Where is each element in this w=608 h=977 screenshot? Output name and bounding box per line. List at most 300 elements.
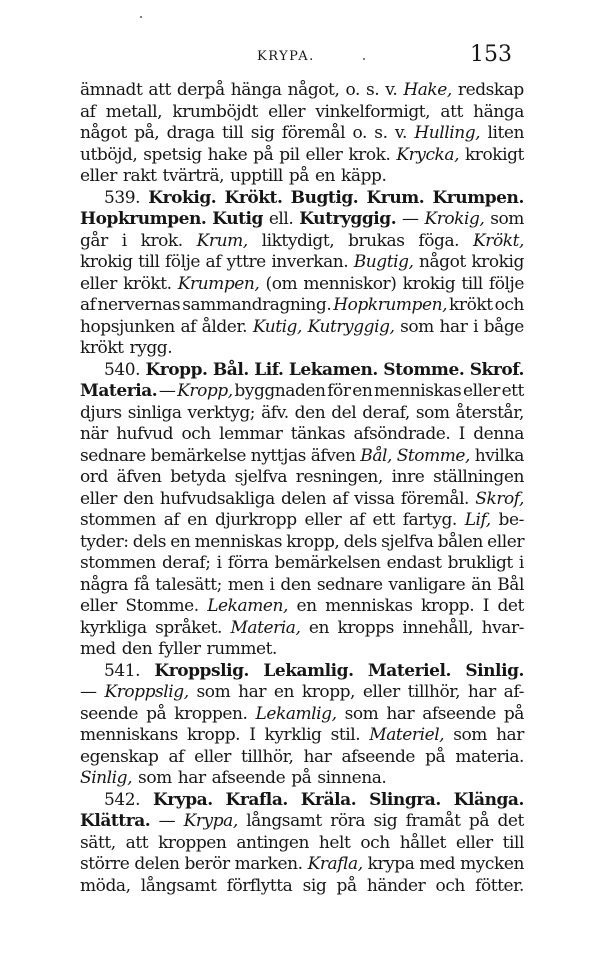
word: att — [125, 832, 149, 853]
italic-word: Krökt, — [473, 230, 524, 251]
word: som — [138, 768, 172, 788]
word: nyttjas — [250, 445, 306, 466]
word: af — [80, 295, 96, 315]
word: som — [453, 725, 487, 745]
word: dels — [132, 531, 167, 552]
italic-word: Krumpen, — [177, 273, 260, 294]
word: den — [294, 402, 326, 423]
text-line — [80, 123, 524, 145]
word: — — [402, 209, 419, 229]
bold-headword: Kroppslig. — [154, 660, 250, 681]
running-head: KRYPA. — [257, 49, 315, 64]
word: 540. — [104, 359, 141, 380]
word: afseende — [211, 768, 286, 788]
word: innehåll, — [402, 617, 474, 638]
bold-headword: Lekamen. — [288, 359, 378, 380]
bold-headword: Kutryggig. — [299, 209, 397, 229]
word: sinnena. — [317, 768, 387, 788]
word: delen — [281, 488, 327, 509]
word: talesätt; — [155, 574, 222, 595]
word: inre — [391, 467, 425, 487]
italic-word: Bugtig, — [353, 252, 414, 272]
word: sjelfva — [381, 531, 434, 552]
word: draga — [166, 123, 215, 143]
word: på — [468, 811, 490, 831]
word: krok. — [348, 144, 391, 165]
text-line — [80, 338, 524, 360]
word: berör — [184, 854, 230, 874]
bold-headword: Materia. — [80, 381, 158, 401]
word: pil — [279, 144, 300, 165]
word: I — [458, 424, 465, 444]
word: sednare — [80, 445, 146, 466]
italic-word: Kropp, — [177, 381, 233, 401]
word: föremål. — [400, 488, 470, 509]
word: o. — [352, 123, 367, 143]
italic-word: Krokig, — [424, 209, 485, 229]
word: be- — [498, 510, 524, 530]
italic-word: Kroppslig, — [104, 682, 189, 702]
word: hufvudsakliga — [159, 488, 275, 509]
word: nervernas — [97, 295, 181, 315]
page-speck — [140, 16, 142, 18]
word: vissa — [354, 488, 395, 509]
word: föremål — [281, 123, 346, 143]
word: till — [138, 252, 160, 272]
word: vinkelformigt, — [315, 101, 431, 122]
word: en — [296, 596, 317, 616]
word: spetsig — [143, 144, 202, 165]
word: sätt, — [80, 832, 116, 853]
word: menniskor) — [303, 273, 397, 294]
bold-headword: Sinlig. — [465, 660, 524, 681]
italic-word: Krum, — [196, 230, 248, 251]
word: (om — [265, 273, 298, 294]
word: sjelfva — [234, 467, 288, 487]
word: har — [177, 768, 206, 788]
word: menniskans — [80, 725, 178, 745]
word: afseende — [422, 703, 496, 724]
word: af — [163, 510, 180, 530]
word: eller — [455, 832, 493, 853]
word: sammandragning. — [182, 295, 332, 315]
text-line — [80, 768, 524, 790]
word: den — [280, 574, 311, 595]
word: som — [415, 402, 450, 423]
word: går — [80, 230, 108, 251]
word: en — [273, 682, 294, 702]
word: stil. — [330, 725, 361, 745]
text-line — [80, 639, 524, 661]
word: krokigt — [464, 144, 524, 165]
word: v. — [394, 123, 408, 143]
word: ord — [80, 467, 108, 487]
word: af — [205, 252, 222, 272]
text-line — [80, 252, 524, 274]
word: men — [227, 574, 264, 595]
word: denna — [473, 424, 524, 444]
word: som — [344, 703, 379, 724]
word: har — [303, 746, 332, 767]
word: en — [352, 381, 373, 401]
text-line — [80, 575, 524, 597]
word: byggnaden — [234, 381, 326, 401]
word: på — [288, 166, 309, 186]
word: den — [123, 488, 154, 509]
text-line — [80, 446, 524, 468]
word: krok. — [140, 230, 183, 251]
text-line — [80, 102, 524, 124]
bold-headword: Stomme. — [383, 359, 465, 380]
word: rygg. — [129, 338, 173, 358]
word: sednare — [316, 574, 383, 595]
word: förflytta — [226, 875, 293, 896]
word: eller — [80, 596, 117, 616]
text-line — [80, 811, 524, 833]
word: eller — [80, 166, 117, 186]
italic-word: Krypa, — [183, 811, 238, 831]
word: — — [158, 811, 176, 831]
text-line — [80, 274, 524, 296]
word: när — [80, 424, 108, 444]
bold-headword: Bål. — [212, 359, 249, 380]
word: krökt — [449, 295, 493, 315]
bold-headword: Krafla. — [225, 789, 288, 810]
page-header — [0, 40, 608, 70]
text-line — [80, 381, 524, 403]
bold-headword: Kräla. — [300, 789, 357, 810]
word: af — [349, 510, 365, 530]
word: hvilka — [474, 445, 524, 466]
word: några — [80, 574, 128, 595]
word: följe — [164, 252, 201, 272]
word: på — [336, 875, 357, 896]
word: o. — [345, 80, 360, 100]
word: eller — [80, 488, 117, 509]
word: att — [440, 101, 463, 122]
word: hänga — [473, 101, 524, 122]
word: i — [216, 553, 222, 573]
word: ett — [372, 510, 395, 530]
word: materia. — [455, 746, 524, 767]
text-line — [80, 360, 524, 382]
word: yttre — [226, 252, 266, 272]
word: få — [133, 574, 150, 595]
word: resningen, — [295, 467, 383, 487]
word: och — [435, 875, 465, 896]
word: har — [386, 703, 415, 724]
word: lemmar — [219, 424, 283, 444]
bold-headword: Kutig — [212, 209, 263, 229]
word: fartyg. — [402, 510, 457, 530]
word: med — [80, 639, 116, 659]
word: sig — [373, 811, 398, 831]
word: krypa — [367, 854, 415, 874]
word: och — [181, 424, 211, 444]
word: menniskas — [373, 381, 462, 401]
word: stommen — [80, 510, 156, 530]
word: i — [269, 574, 275, 595]
word: helt — [318, 832, 351, 853]
text-line — [80, 510, 524, 532]
text-line — [80, 467, 524, 489]
word: v. — [385, 80, 398, 100]
word: som — [196, 682, 231, 702]
word: liktydigt, — [261, 230, 335, 251]
word: på, — [134, 123, 160, 143]
text-line — [80, 596, 524, 618]
word: möda, — [80, 875, 131, 896]
word: tänkas — [290, 424, 346, 444]
word: krumböjdt — [172, 101, 258, 122]
word: rakt — [122, 166, 157, 186]
word: med — [419, 854, 456, 874]
word: långsamt — [140, 875, 217, 896]
word: på — [146, 703, 167, 724]
word: af — [180, 316, 196, 337]
word: käpp. — [341, 166, 387, 186]
word: hopsjunken — [80, 316, 175, 337]
word: krokig — [80, 252, 133, 272]
word: derpå — [176, 80, 225, 100]
word: tillhör, — [241, 746, 294, 767]
word: deraf, — [362, 402, 410, 423]
word: af — [80, 101, 96, 122]
word: redskap — [457, 80, 524, 100]
bold-headword: Kropp. — [145, 359, 208, 380]
word: kropp, — [286, 531, 340, 552]
word: dels — [343, 531, 377, 552]
word: eller — [305, 144, 343, 165]
word: marken. — [234, 854, 303, 874]
italic-word: Lekamlig, — [255, 703, 337, 724]
bold-headword: Hopkrumpen. — [80, 209, 207, 229]
bold-headword: Lif. — [254, 359, 284, 380]
word: eller — [80, 273, 117, 294]
text-line — [80, 854, 524, 876]
word: en — [170, 531, 191, 552]
word: eller — [463, 381, 500, 401]
word: på — [291, 768, 312, 788]
word: inverkan. — [271, 252, 349, 272]
italic-word: Hake, — [403, 80, 452, 100]
text-line — [80, 188, 524, 210]
text-line — [80, 747, 524, 769]
word: på — [425, 746, 446, 767]
word: 541. — [104, 660, 141, 681]
text-line — [80, 403, 524, 425]
page-body — [80, 80, 524, 897]
word: Bål — [497, 574, 524, 595]
word: I — [249, 725, 256, 745]
word: på — [253, 144, 274, 165]
word: något, — [287, 80, 340, 100]
word: som — [490, 209, 524, 229]
word: den — [121, 639, 153, 659]
text-line — [80, 317, 524, 339]
text-line — [80, 231, 524, 253]
word: något — [80, 123, 127, 143]
word: kropps — [337, 617, 394, 638]
word: har — [439, 316, 468, 337]
word: hake — [207, 144, 248, 165]
word: fyller — [158, 639, 201, 659]
text-line — [80, 704, 524, 726]
word: hvar- — [481, 617, 524, 638]
bold-headword: Krökt. — [224, 187, 283, 208]
word: bemärkelsen — [274, 553, 381, 573]
bold-headword: Krypa. — [152, 789, 213, 810]
word: vanligare — [388, 574, 466, 595]
word: hållet — [399, 832, 446, 853]
word: ålder. — [201, 316, 248, 337]
word: stommen — [80, 553, 156, 573]
text-line — [80, 424, 524, 446]
word: utböjd, — [80, 144, 138, 165]
text-line — [80, 209, 524, 231]
word: eller — [362, 682, 400, 702]
word: tvärträ, — [162, 166, 225, 186]
word: djurs — [80, 402, 122, 423]
word: s. — [365, 80, 380, 100]
italic-word: Materia, — [230, 617, 301, 638]
bold-headword: Bugtig. — [290, 187, 359, 208]
bold-headword: Skrof. — [469, 359, 524, 380]
word: — — [158, 381, 176, 401]
word: 539. — [104, 187, 141, 208]
word: menniskas — [194, 531, 282, 552]
word: deraf; — [162, 553, 211, 573]
word: har — [238, 682, 267, 702]
italic-word: Hopkrumpen, — [333, 295, 448, 315]
word: ell. — [268, 209, 294, 229]
word: metall, — [105, 101, 163, 122]
word: föga. — [418, 230, 460, 251]
word: betyda — [170, 467, 226, 487]
text-line — [80, 295, 524, 317]
word: det — [497, 811, 524, 831]
word: framåt — [405, 811, 461, 831]
word: antingen — [236, 832, 309, 853]
page-number: 153 — [470, 42, 512, 67]
word: afsöndrade. — [353, 424, 451, 444]
word: menniskas — [325, 596, 413, 616]
word: som — [400, 316, 434, 337]
word: sig — [250, 123, 275, 143]
word: ämnadt — [80, 80, 143, 100]
word: s. — [374, 123, 388, 143]
word: i — [518, 553, 524, 573]
word: följe — [488, 273, 524, 294]
word: I — [482, 596, 489, 616]
word: långsamt — [246, 811, 322, 831]
word: brukligt — [447, 553, 513, 573]
word: rummet. — [206, 639, 277, 659]
word: mycken — [460, 854, 524, 874]
text-line — [80, 661, 524, 683]
word: krökt — [80, 338, 124, 358]
word: tyder: — [80, 531, 129, 552]
text-line — [80, 833, 524, 855]
word: det — [497, 596, 524, 616]
bold-headword: Lekamlig. — [263, 660, 354, 681]
italic-word: Krycka, — [396, 144, 460, 165]
word: kropp, — [301, 682, 356, 702]
word: afseende — [341, 746, 416, 767]
word: del — [331, 402, 357, 423]
word: något — [419, 252, 466, 272]
word: ett — [501, 381, 524, 401]
word: händer — [366, 875, 426, 896]
word: bålen — [437, 531, 483, 552]
word: djurkropp — [215, 510, 297, 530]
italic-word: Bål, — [360, 445, 392, 466]
word: på — [503, 703, 524, 724]
word: liten — [487, 123, 524, 143]
word: kropp. — [421, 596, 475, 616]
text-line — [80, 80, 524, 102]
text-line — [80, 876, 524, 898]
word: hufvud — [116, 424, 174, 444]
word: i — [473, 316, 479, 337]
word: bemärkelse — [150, 445, 246, 466]
text-line — [80, 682, 524, 704]
word: — — [80, 682, 97, 702]
word: har — [496, 725, 524, 745]
word: Stomme. — [125, 596, 199, 616]
word: eller — [194, 746, 231, 767]
word: verktyg; — [187, 402, 256, 423]
italic-word: Sinlig, — [80, 768, 133, 788]
word: röra — [330, 811, 366, 831]
text-line — [80, 145, 524, 167]
word: seende — [80, 703, 139, 724]
word: kyrkliga — [80, 617, 147, 638]
word: för — [327, 381, 351, 401]
bold-headword: Slingra. — [369, 789, 441, 810]
word: än — [471, 574, 492, 595]
word: äfven — [310, 445, 356, 466]
word: eller — [304, 510, 342, 530]
word: upptill — [230, 166, 283, 186]
word: sinliga — [127, 402, 182, 423]
bold-headword: Krum. — [366, 187, 425, 208]
word: till — [461, 273, 483, 294]
text-line — [80, 553, 524, 575]
word: och — [494, 295, 524, 315]
word: äfven — [116, 467, 162, 487]
word: ställningen — [433, 467, 524, 487]
word: fötter. — [475, 875, 524, 896]
bold-headword: Materiel. — [367, 660, 451, 681]
text-line — [80, 166, 524, 188]
italic-word: Kutryggig, — [307, 316, 395, 337]
word: af — [168, 746, 185, 767]
italic-word: Lif, — [464, 510, 491, 530]
word: kropp. — [186, 725, 241, 745]
word: brukas — [348, 230, 405, 251]
word: krokig — [402, 273, 456, 294]
word: kyrklig — [264, 725, 322, 745]
word: språket. — [155, 617, 222, 638]
word: endast — [386, 553, 442, 573]
word: till — [502, 832, 524, 853]
italic-word: Stomme, — [396, 445, 470, 466]
italic-word: Materiel, — [369, 725, 445, 745]
word: har — [467, 682, 496, 702]
word: kroppen. — [174, 703, 248, 724]
word: äfv. — [261, 402, 289, 423]
